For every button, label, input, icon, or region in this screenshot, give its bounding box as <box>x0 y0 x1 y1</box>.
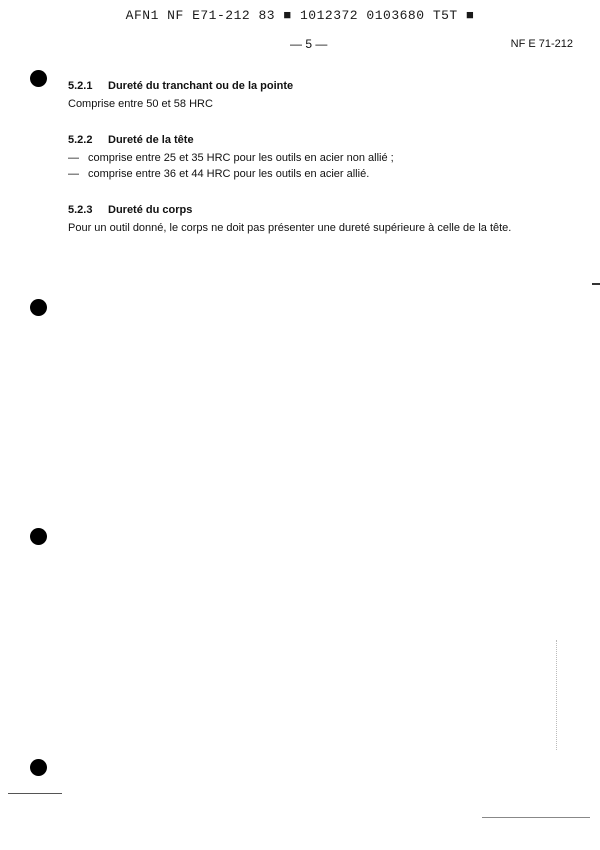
scan-line <box>8 793 62 794</box>
section-number: 5.2.3 <box>68 204 93 216</box>
page-number: — 5 — <box>290 37 328 51</box>
section-5-2-1 <box>68 80 568 110</box>
scan-artifact <box>556 640 557 750</box>
list-item <box>68 168 568 180</box>
document-code-line: AFN1 NF E71-212 83 ■ 1012372 0103680 T5T ■ <box>125 8 475 23</box>
list-item-text: comprise entre 36 et 44 HRC pour les outils en acier allié. <box>88 168 370 180</box>
margin-mark <box>592 283 600 285</box>
list-item-text: comprise entre 25 et 35 HRC pour les outils en acier non allié ; <box>88 152 394 164</box>
section-5-2-2 <box>68 134 568 180</box>
section-heading <box>68 204 568 216</box>
section-body: Comprise entre 50 et 58 HRC <box>68 98 213 110</box>
section-title: Dureté du tranchant ou de la pointe <box>108 80 294 92</box>
dash-bullet: — <box>68 152 79 164</box>
section-number: 5.2.2 <box>68 134 93 146</box>
punch-hole <box>30 70 47 87</box>
list-item <box>68 152 568 164</box>
section-5-2-3 <box>68 204 568 234</box>
section-title: Dureté de la tête <box>108 134 194 146</box>
section-title: Dureté du corps <box>108 204 193 216</box>
dash-bullet: — <box>68 168 79 180</box>
punch-hole <box>30 528 47 545</box>
section-body: Pour un outil donné, le corps ne doit pas présenter une dureté supérieure à celle de la tête. <box>68 222 512 234</box>
punch-hole <box>30 759 47 776</box>
section-number: 5.2.1 <box>68 80 93 92</box>
section-heading <box>68 80 568 92</box>
scan-line <box>482 817 590 818</box>
section-heading <box>68 134 568 146</box>
punch-hole <box>30 299 47 316</box>
document-reference: NF E 71-212 <box>510 38 573 50</box>
